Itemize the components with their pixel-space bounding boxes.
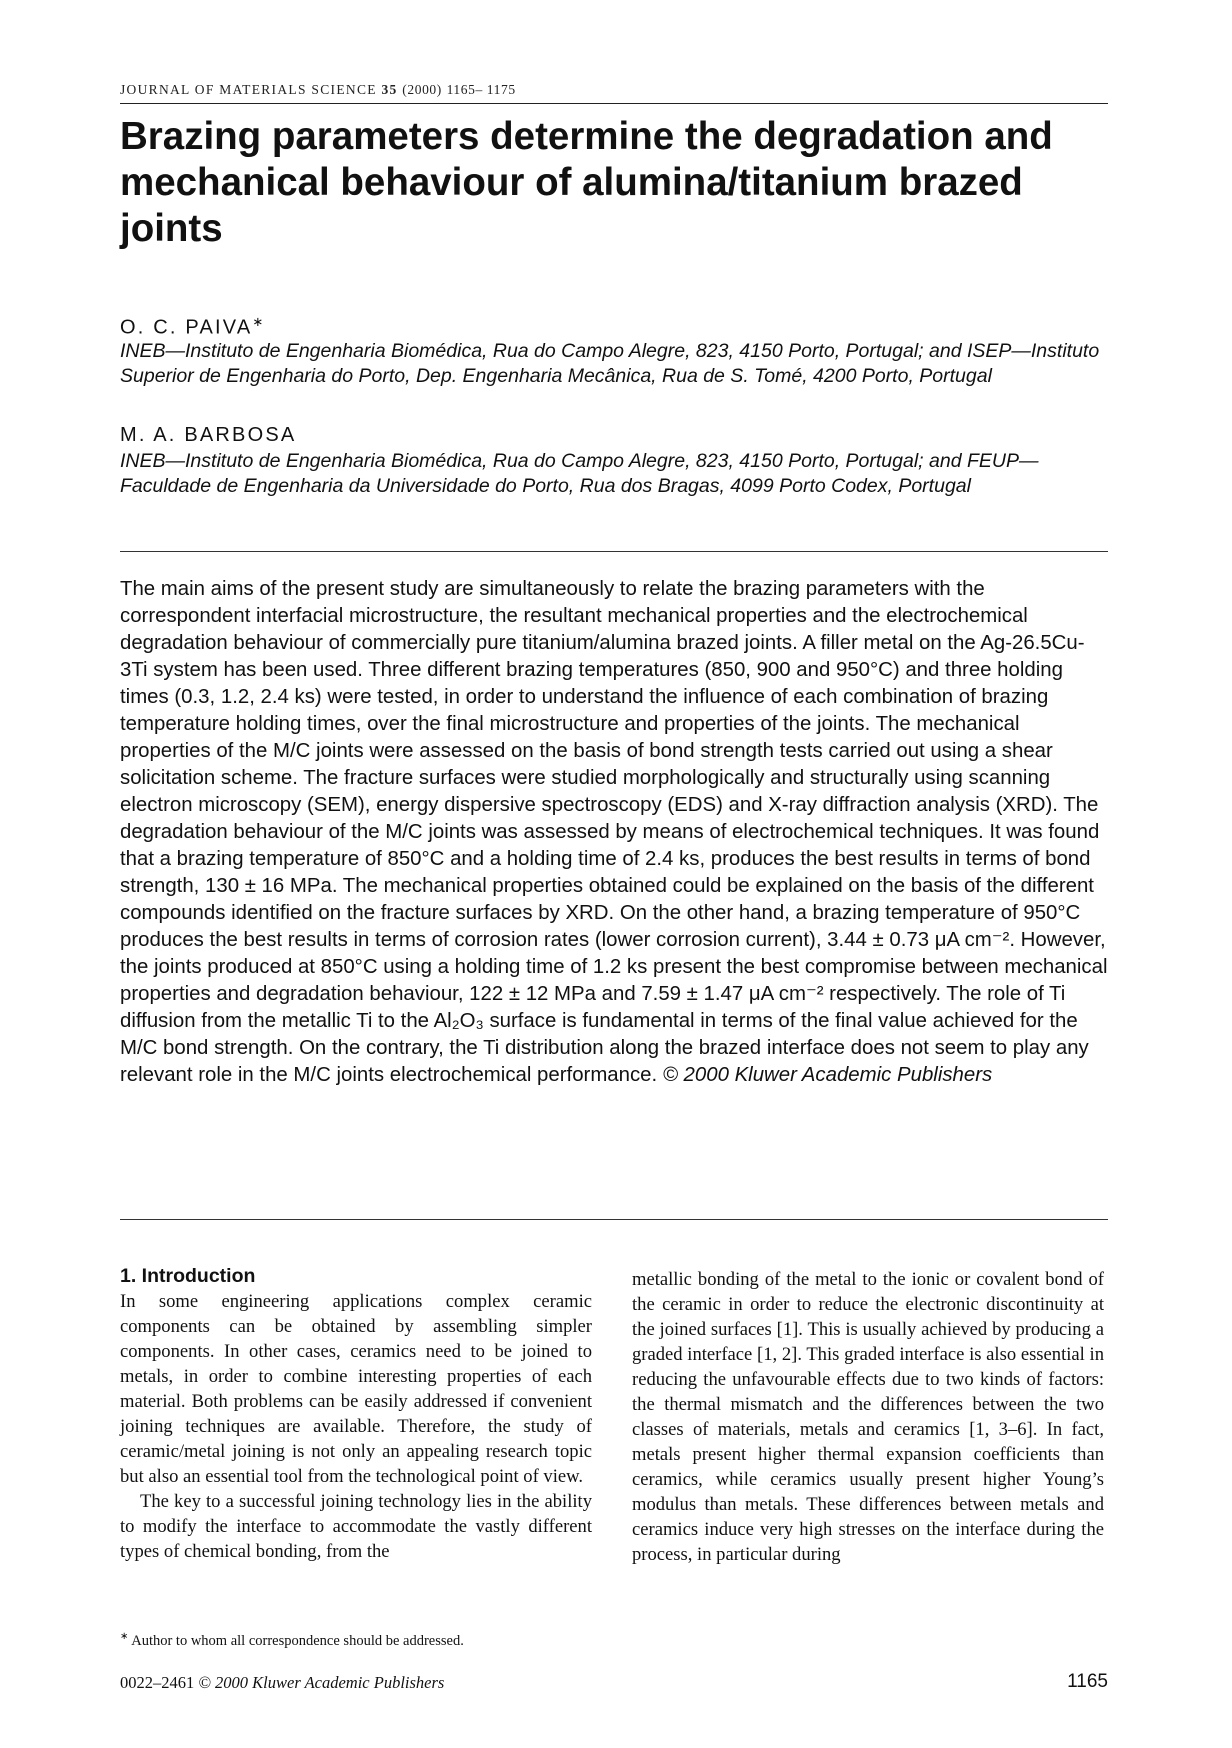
section-heading: 1. Introduction [120, 1265, 256, 1287]
journal-volume: 35 [381, 82, 398, 97]
author-1-name: O. C. PAIVA [120, 316, 253, 339]
section-divider [120, 1219, 1108, 1220]
body-column-right [632, 1267, 1104, 1567]
page-footer [120, 1673, 444, 1693]
journal-name: JOURNAL OF MATERIALS SCIENCE [120, 82, 377, 97]
footer-publisher: © 2000 Kluwer Academic Publishers [198, 1673, 445, 1692]
body-paragraph: In some engineering applications complex ceramic components can be obtained by assembling simpler components. In other cases, ceramics need to be joined to metals, in order to combine interesting properties of each material. Both problems can be easily addressed if convenient joining techniques are available. Therefore, the study of ceramic/metal joining is not only an appealing research topic but also an essential tool from the technological point of view. [120, 1291, 592, 1487]
page-number: 1165 [1067, 1671, 1108, 1692]
author-name [120, 424, 296, 447]
abstract-copyright: © 2000 Kluwer Academic Publishers [662, 1064, 993, 1086]
abstract-text: The main aims of the present study are simultaneously to relate the brazing parameters with the correspondent interfacial microstructure, the resultant mechanical properties and the electrochemical degradation behaviour of commercially pure titanium/alumina brazed joints. A filler metal on the Ag-26.5Cu-3Ti system has been used. Three different brazing temperatures (850, 900 and 950°C) and three holding times (0.3, 1.2, 2.4 ks) were tested, in order to understand the influence of each combination of brazing temperature holding times, over the final microstructure and properties of the joints. The mechanical properties of the M/C joints were assessed on the basis of bond strength tests carried out using a shear solicitation scheme. The fracture surfaces were studied morphologically and structurally using scanning electron microscopy (SEM), energy dispersive spectroscopy (EDS) and X-ray diffraction analysis (XRD). The degradation behaviour of the M/C joints was assessed by means of electrochemical techniques. It was found that a brazing temperature of 850°C and a holding time of 2.4 ks, produces the best results in terms of bond strength, 130 ± 16 MPa. The mechanical properties obtained could be explained on the basis of the different compounds identified on the fracture surfaces by XRD. On the other hand, a brazing temperature of 950°C produces the best results in terms of corrosion rates (lower corrosion current), 3.44 ± 0.73 μA cm⁻². However, the joints produced at 850°C using a holding time of 1.2 ks present the best compromise between mechanical properties and degradation behaviour, 122 ± 12 MPa and 7.59 ± 1.47 μA cm⁻² respectively. The role of Ti diffusion from the metallic Ti to the Al₂O₃ surface is fundamental in terms of the final value achieved for the M/C bond strength. On the contrary, the Ti distribution along the brazed interface does not seem to play any relevant role in the M/C joints electrochemical performance. [120, 578, 1108, 1086]
journal-header [120, 82, 1108, 98]
author-affiliation: INEB—Instituto de Engenharia Biomédica, Rua do Campo Alegre, 823, 4150 Porto, Portugal; and FEUP—Faculdade de Engenharia da Universidade do Porto, Rua dos Bragas, 4099 Porto Codex, Portugal [120, 450, 1039, 497]
journal-pages: 1165– 1175 [446, 82, 516, 97]
header-rule [120, 103, 1108, 104]
footnote [120, 1631, 464, 1650]
author-affiliation: INEB—Instituto de Engenharia Biomédica, Rua do Campo Alegre, 823, 4150 Porto, Portugal; and ISEP—Instituto Superior de Engenharia do Porto, Dep. Engenharia Mecânica, Rua de S. Tomé, 4200 Porto, Portugal [120, 340, 1100, 387]
body-column-left [120, 1264, 592, 1564]
journal-year: (2000) [402, 82, 442, 97]
author-name [120, 314, 263, 340]
abstract [120, 576, 1110, 1089]
issn: 0022–2461 [120, 1673, 195, 1692]
paper-title: Brazing parameters determine the degradation and mechanical behaviour of alumina/titanium brazed joints [120, 115, 1053, 250]
footnote-text: Author to whom all correspondence should be addressed. [131, 1632, 464, 1649]
body-paragraph: The key to a successful joining technology lies in the ability to modify the interface to accommodate the vastly different types of chemical bonding, from the [120, 1491, 592, 1562]
section-divider [120, 551, 1108, 552]
body-paragraph: metallic bonding of the metal to the ionic or covalent bond of the ceramic in order to reduce the electronic discontinuity at the joined surfaces [1]. This is usually achieved by producing a graded interface [1, 2]. This graded interface is also essential in reducing the unfavourable effects due to two kinds of factors: the thermal mismatch and the differences between the two classes of materials, metals and ceramics [1, 3–6]. In fact, metals present higher thermal expansion coefficients than ceramics, while ceramics usually present higher Young’s modulus than metals. These differences between metals and ceramics induce very high stresses on the interface during the process, in particular during [632, 1269, 1104, 1565]
footnote-marker: ∗ [120, 1631, 129, 1642]
author-1-marker: ∗ [252, 314, 264, 329]
author-2-name: M. A. BARBOSA [120, 424, 297, 446]
